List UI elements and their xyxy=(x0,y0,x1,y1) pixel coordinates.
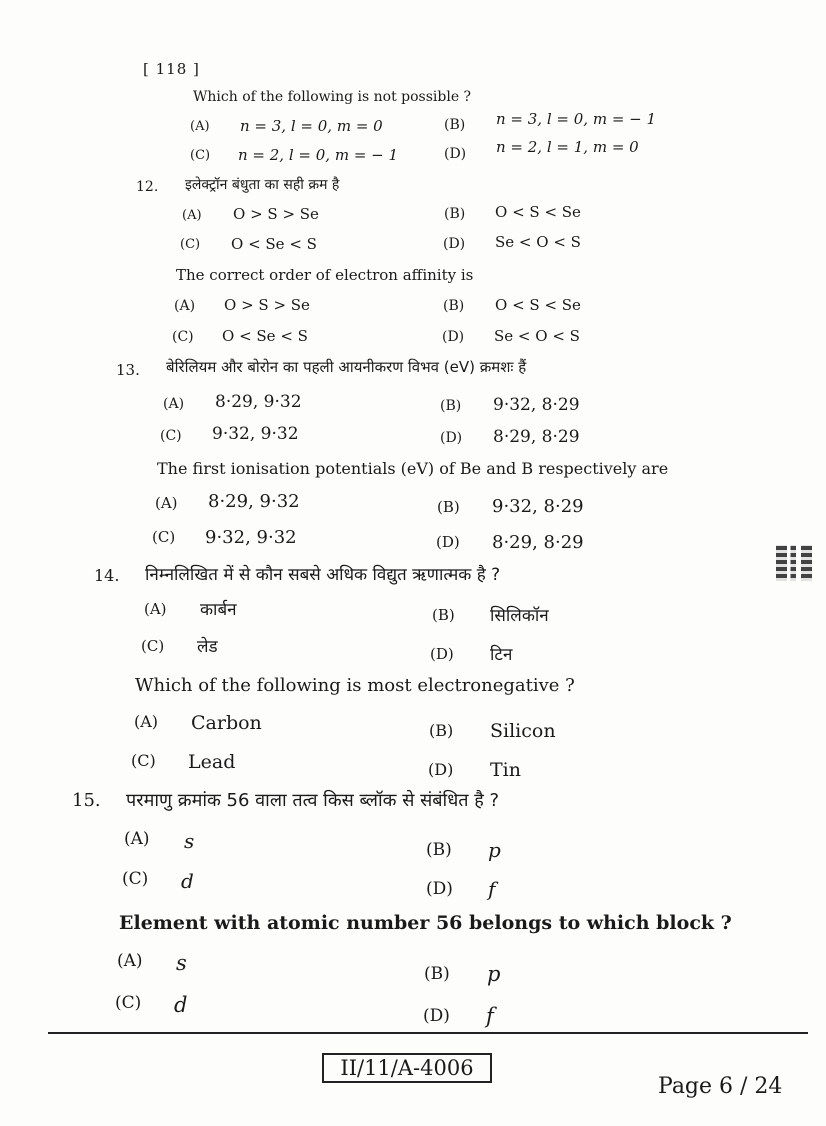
q14-hi-option-b: सिलिकॉन xyxy=(490,606,549,626)
q12-en-option-b-key: (B) xyxy=(443,298,465,314)
q14-en-option-a: Carbon xyxy=(191,712,262,734)
q13-hi-option-b-key: (B) xyxy=(440,398,462,414)
q13-en-option-d: 8·29, 8·29 xyxy=(492,532,584,553)
q12-english-text: The correct order of electron affinity is xyxy=(176,266,474,284)
q13-en-option-d-key: (D) xyxy=(436,533,460,551)
q12-hi-option-d-key: (D) xyxy=(443,236,466,252)
q12-hindi-text: इलेक्ट्रॉन बंधुता का सही क्रम है xyxy=(185,177,340,193)
q11-option-a-key: (A) xyxy=(190,119,210,134)
q15-hindi-text: परमाणु क्रमांक 56 वाला तत्व किस ब्लॉक से संबंधित है ? xyxy=(126,790,500,811)
q12-number: 12. xyxy=(136,179,159,195)
q12-hi-option-d: Se < O < S xyxy=(495,233,581,251)
q13-number: 13. xyxy=(116,361,140,379)
q13-hi-option-d: 8·29, 8·29 xyxy=(493,427,580,447)
q13-hi-option-a: 8·29, 9·32 xyxy=(215,392,302,412)
q13-en-option-b-key: (B) xyxy=(437,498,460,516)
q15-en-option-c-key: (C) xyxy=(115,993,142,1013)
q13-en-option-b: 9·32, 8·29 xyxy=(492,496,584,517)
q14-en-option-c-key: (C) xyxy=(131,751,156,770)
paper-code: II/11/A-4006 xyxy=(322,1053,492,1083)
q14-english-text: Which of the following is most electronegative ? xyxy=(135,675,575,696)
q15-english-text: Element with atomic number 56 belongs to which block ? xyxy=(119,912,732,934)
q11-option-d-key: (D) xyxy=(444,146,467,162)
q14-en-option-a-key: (A) xyxy=(134,712,159,731)
q13-en-option-c: 9·32, 9·32 xyxy=(205,527,297,548)
q14-hi-option-d: टिन xyxy=(490,645,513,665)
q12-en-option-d-key: (D) xyxy=(442,329,465,345)
q11-english-text: Which of the following is not possible ? xyxy=(193,89,472,105)
q13-hindi-text: बेरिलियम और बोरोन का पहली आयनीकरण विभव (eV) क्रमशः हैं xyxy=(166,358,527,376)
q12-en-option-c-key: (C) xyxy=(172,329,194,345)
q12-hi-option-c: O < Se < S xyxy=(231,235,317,253)
q15-hi-option-c-key: (C) xyxy=(122,869,149,889)
q14-en-option-b: Silicon xyxy=(490,720,556,742)
q11-option-c: n = 2, l = 0, m = − 1 xyxy=(238,146,399,164)
q15-en-option-d-key: (D) xyxy=(423,1006,450,1026)
q13-hi-option-a-key: (A) xyxy=(163,396,185,412)
qr-code-icon xyxy=(776,545,812,581)
q12-en-option-a: O > S > Se xyxy=(224,296,310,314)
q12-en-option-b: O < S < Se xyxy=(495,296,581,314)
q14-en-option-d-key: (D) xyxy=(428,760,454,779)
q12-hi-option-a: O > S > Se xyxy=(233,205,319,223)
page-marker: [ 118 ] xyxy=(143,60,200,78)
q13-hi-option-d-key: (D) xyxy=(440,430,463,446)
q14-hi-option-d-key: (D) xyxy=(430,645,454,663)
q15-hi-option-d: f xyxy=(488,877,496,901)
q12-hi-option-b: O < S < Se xyxy=(495,203,581,221)
q13-english-text: The first ionisation potentials (eV) of Be and B respectively are xyxy=(157,459,669,478)
q13-hi-option-c: 9·32, 9·32 xyxy=(212,424,299,444)
q13-en-option-c-key: (C) xyxy=(152,528,176,546)
q14-hi-option-b-key: (B) xyxy=(432,606,455,624)
q14-en-option-b-key: (B) xyxy=(429,721,454,740)
q12-hi-option-a-key: (A) xyxy=(182,208,202,223)
q13-hi-option-c-key: (C) xyxy=(160,428,182,444)
q15-hi-option-d-key: (D) xyxy=(426,879,453,899)
q14-hi-option-a: कार्बन xyxy=(200,600,237,620)
q15-hi-option-b-key: (B) xyxy=(426,840,452,860)
q11-option-d: n = 2, l = 1, m = 0 xyxy=(496,138,639,156)
q15-en-option-b-key: (B) xyxy=(424,964,450,984)
q11-option-b-key: (B) xyxy=(444,117,466,133)
q15-number: 15. xyxy=(72,790,101,811)
q14-hi-option-a-key: (A) xyxy=(144,600,167,618)
q14-hindi-text: निम्नलिखित में से कौन सबसे अधिक विद्युत ऋणात्मक है ? xyxy=(145,565,501,585)
q15-en-option-c: d xyxy=(174,993,188,1017)
q12-hi-option-c-key: (C) xyxy=(180,237,201,252)
q12-en-option-a-key: (A) xyxy=(174,298,196,314)
q14-en-option-d: Tin xyxy=(490,759,521,781)
q15-en-option-b: p xyxy=(487,962,501,986)
page-number: Page 6 / 24 xyxy=(658,1074,783,1099)
q14-hi-option-c: लेड xyxy=(197,637,218,657)
q14-number: 14. xyxy=(94,566,120,585)
footer-rule xyxy=(48,1032,808,1034)
q15-hi-option-c: d xyxy=(181,869,194,893)
q15-en-option-a: s xyxy=(176,951,187,975)
q12-en-option-c: O < Se < S xyxy=(222,327,308,345)
q12-en-option-d: Se < O < S xyxy=(494,327,580,345)
q12-hi-option-b-key: (B) xyxy=(444,206,466,222)
q14-hi-option-c-key: (C) xyxy=(141,637,165,655)
q13-en-option-a: 8·29, 9·32 xyxy=(208,491,300,512)
q15-en-option-d: f xyxy=(486,1004,494,1028)
q11-option-b: n = 3, l = 0, m = − 1 xyxy=(496,110,657,128)
q13-en-option-a-key: (A) xyxy=(155,494,178,512)
q11-option-a: n = 3, l = 0, m = 0 xyxy=(240,117,383,135)
q14-en-option-c: Lead xyxy=(188,751,236,773)
q13-hi-option-b: 9·32, 8·29 xyxy=(493,395,580,415)
q15-en-option-a-key: (A) xyxy=(117,951,143,971)
q15-hi-option-a-key: (A) xyxy=(124,829,150,849)
q15-hi-option-b: p xyxy=(488,838,501,862)
q11-option-c-key: (C) xyxy=(190,148,211,163)
q15-hi-option-a: s xyxy=(184,829,195,853)
